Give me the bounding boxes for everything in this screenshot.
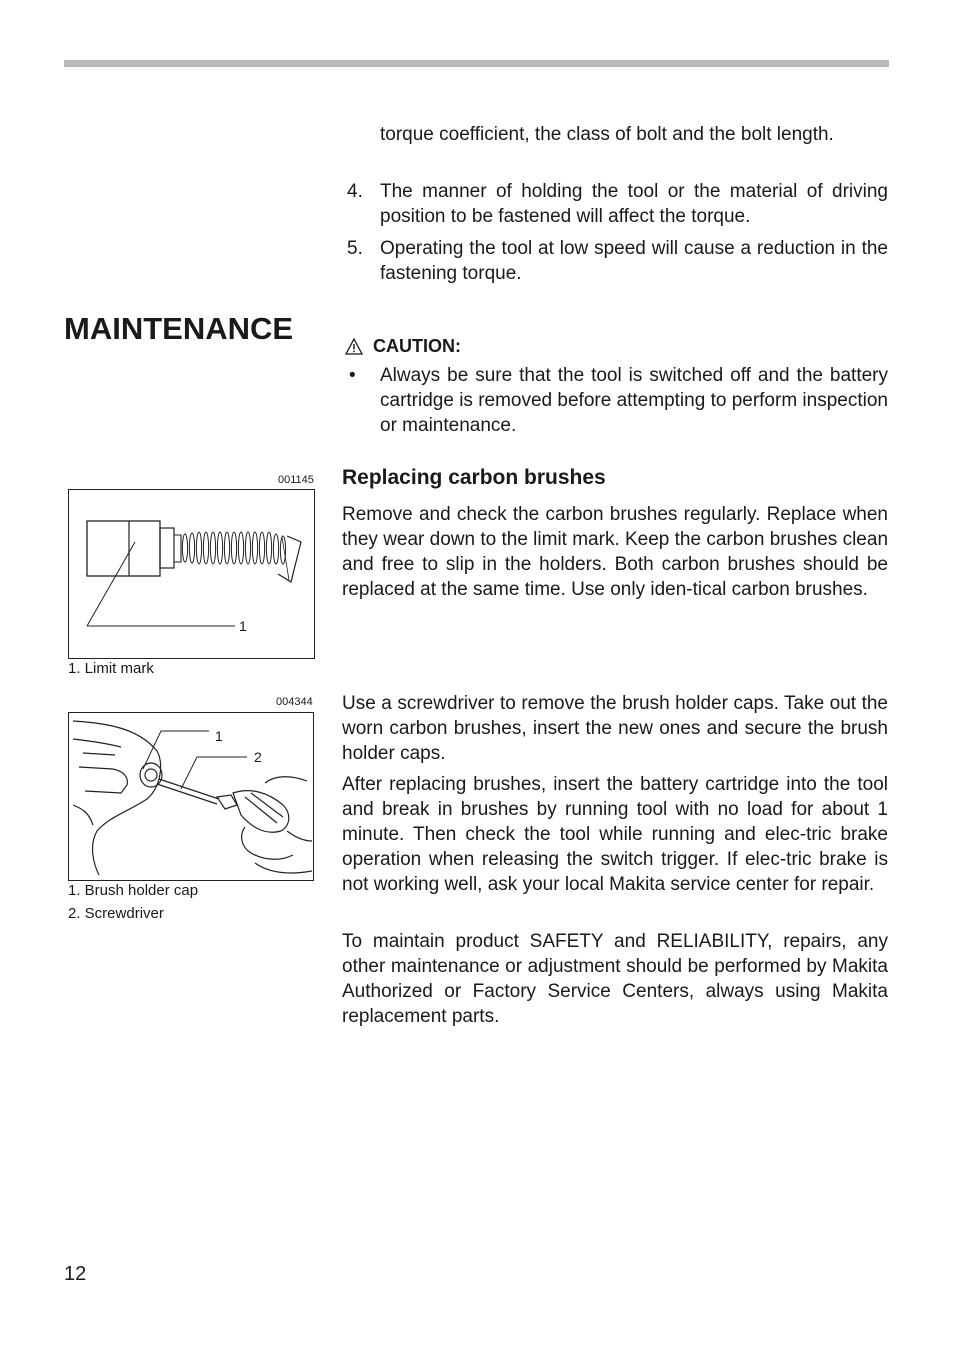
subsection-title: Replacing carbon brushes — [342, 466, 606, 489]
page-number: 12 — [64, 1263, 87, 1285]
caution-bullet-text: Always be sure that the tool is switched off and the battery cartridge is removed before attempting to perform inspection or maintenance. — [380, 365, 888, 436]
header-rule — [64, 60, 889, 67]
carbon-brush-illustration — [69, 490, 313, 657]
figure-caption: 1. Limit mark — [68, 660, 154, 677]
continuation-text: torque coefficient, the class of bolt and the bolt length. — [380, 124, 834, 145]
warning-triangle-icon — [345, 338, 363, 355]
section-title: MAINTENANCE — [64, 311, 294, 346]
caution-label — [345, 336, 461, 357]
list-number: 5. — [347, 238, 363, 259]
callout-1: 1 — [239, 618, 247, 634]
caution-text: CAUTION: — [373, 336, 461, 356]
paragraph-screwdriver: Use a screwdriver to remove the brush holder caps. Take out the worn carbon brushes, insert the new ones and secure the brush holder caps. — [342, 693, 888, 764]
bullet-dot: • — [349, 365, 356, 386]
paragraph-break-in: After replacing brushes, insert the battery cartridge into the tool and break in brushes by running tool with no load for about 1 minute. Then check the tool while running and elec-tric brake operation when releasing the switch trigger. If elec-tric brake is not working well, ask your local Makita service center for repair. — [342, 774, 888, 895]
list-number: 4. — [347, 181, 363, 202]
figure-caption: 1. Brush holder cap — [68, 882, 199, 899]
list-text: Operating the tool at low speed will cause a reduction in the fastening torque. — [380, 238, 888, 284]
callout-1: 1 — [215, 728, 223, 744]
paragraph-safety: To maintain product SAFETY and RELIABILITY, repairs, any other maintenance or adjustment should be performed by Makita Authorized or Factory Service Centers, always using Makita replacement parts. — [342, 931, 888, 1027]
figure-code: 001145 — [278, 474, 314, 486]
list-text: The manner of holding the tool or the material of driving position to be fastened will affect the torque. — [380, 181, 888, 227]
screwdriver-illustration — [69, 713, 312, 879]
figure-carbon-brush — [68, 489, 315, 659]
caution-bullet — [347, 363, 888, 438]
list-item-5 — [347, 236, 888, 286]
list-item-4 — [347, 179, 888, 229]
figure-caption: 2. Screwdriver — [68, 905, 164, 922]
callout-2: 2 — [254, 749, 262, 765]
figure-screwdriver — [68, 712, 314, 881]
paragraph-brushes: Remove and check the carbon brushes regularly. Replace when they wear down to the limit mark. Keep the carbon brushes clean and free to slip in the holders. Both carbon brushes should be replaced at the same time. Use only iden-tical carbon brushes. — [342, 504, 889, 600]
figure-code: 004344 — [276, 696, 313, 708]
